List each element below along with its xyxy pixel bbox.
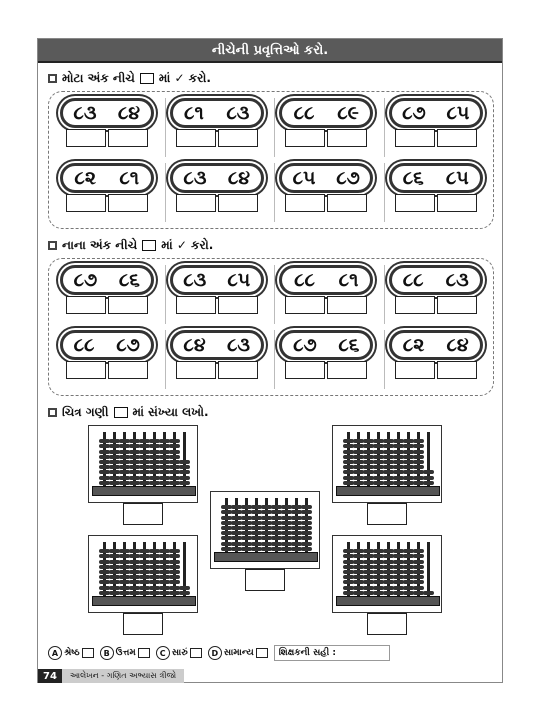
abacus-rod	[407, 432, 410, 490]
abacus-rod	[367, 432, 370, 490]
answer-box[interactable]	[108, 194, 148, 212]
number: ૮૪	[183, 334, 206, 356]
abacus-rod	[143, 432, 146, 490]
number: ૮૫	[446, 102, 470, 124]
abacus-rod	[173, 432, 176, 490]
number-cloud	[60, 98, 154, 128]
grade-label: સારું	[171, 648, 188, 658]
answer-box[interactable]	[285, 194, 325, 212]
abacus-rod	[133, 432, 136, 490]
abacus-rod	[245, 498, 248, 556]
count-answer-box[interactable]	[123, 613, 163, 635]
number-cloud	[279, 265, 373, 295]
number: ૮૪	[446, 334, 469, 356]
number-pair	[165, 265, 269, 324]
number: ૮૬	[402, 167, 424, 189]
abacus-rod	[417, 542, 420, 600]
count-answer-box[interactable]	[245, 569, 285, 591]
answer-box[interactable]	[395, 129, 435, 147]
grade-a	[48, 646, 94, 660]
number: ૮૭	[116, 334, 140, 356]
abacus-rod	[143, 542, 146, 600]
abacus-rod	[103, 542, 106, 600]
number: ૮૭	[73, 269, 98, 291]
abacus-rod	[123, 542, 126, 600]
number-cloud	[170, 265, 264, 295]
abacus-rod	[417, 432, 420, 490]
answer-box[interactable]	[108, 296, 148, 314]
number: ૮૮	[294, 269, 315, 291]
abacus-rod	[133, 542, 136, 600]
abacus-rod	[407, 542, 410, 600]
number: ૮૩	[183, 269, 207, 291]
abacus-rod	[103, 432, 106, 490]
count-answer-box[interactable]	[123, 503, 163, 525]
abacus-rod	[153, 542, 156, 600]
instruction-smaller	[48, 238, 213, 253]
number-pair	[165, 98, 269, 157]
abacus-rod	[347, 432, 350, 490]
number: ૮૮	[73, 334, 95, 356]
abacus-rod	[163, 542, 166, 600]
abacus-frame	[336, 486, 440, 496]
answer-box[interactable]	[327, 129, 367, 147]
number: ૮૧	[184, 102, 204, 124]
abacus-rod	[153, 432, 156, 490]
number-pair	[274, 98, 378, 157]
number-pair	[384, 98, 488, 157]
number: ૮૩	[73, 102, 97, 124]
bullet-icon	[48, 408, 57, 417]
number: ૮૩	[445, 269, 469, 291]
grade-b	[100, 646, 150, 660]
answer-box[interactable]	[66, 296, 106, 314]
answer-box[interactable]	[327, 194, 367, 212]
number-pair	[274, 163, 378, 222]
abacus-rod	[113, 542, 116, 600]
abacus-picture	[332, 425, 442, 503]
instruction-bigger	[48, 71, 211, 86]
number-cloud	[389, 163, 483, 193]
answer-box[interactable]	[108, 129, 148, 147]
number-cloud	[389, 330, 483, 360]
instruction-text: માં ✓ કરો.	[158, 71, 211, 85]
number: ૮૮	[293, 102, 315, 124]
number-pair	[55, 98, 159, 157]
answer-box[interactable]	[66, 129, 106, 147]
number: ૮૯	[337, 102, 359, 124]
number: ૮૬	[118, 269, 140, 291]
number: ૮૪	[227, 167, 251, 189]
answer-box[interactable]	[66, 361, 106, 379]
abacus-rod	[377, 542, 380, 600]
abacus-picture	[88, 535, 198, 613]
abacus-rod	[387, 542, 390, 600]
abacus-rod	[275, 498, 278, 556]
number-cloud	[170, 330, 264, 360]
abacus-rod	[357, 542, 360, 600]
grading-bar	[48, 645, 390, 661]
answer-box[interactable]	[395, 296, 435, 314]
abacus-rod	[173, 542, 176, 600]
instruction-text: માં સંખ્યા લખો.	[132, 405, 209, 419]
number: ૮૩	[226, 102, 250, 124]
answer-box[interactable]	[285, 296, 325, 314]
grade-checkbox[interactable]	[256, 648, 268, 658]
instruction-text: નાના અંક નીચે	[62, 238, 138, 252]
abacus-rod	[397, 542, 400, 600]
number: ૮૭	[402, 102, 426, 124]
number: ૮૪	[117, 102, 141, 124]
number: ૮૮	[402, 269, 424, 291]
number: ૮૬	[338, 334, 360, 356]
abacus-picture	[88, 425, 198, 503]
answer-box[interactable]	[218, 296, 258, 314]
answer-box[interactable]	[437, 129, 477, 147]
number: ૮૭	[293, 334, 317, 356]
answer-box[interactable]	[176, 194, 216, 212]
bullet-icon	[48, 241, 57, 250]
abacus-rod	[397, 432, 400, 490]
answer-box[interactable]	[108, 361, 148, 379]
abacus-picture	[210, 491, 320, 569]
compare-panel-bigger	[48, 91, 494, 229]
teacher-signature[interactable]: શિક્ષકની સહી :	[274, 645, 390, 661]
page-number: 74	[38, 669, 62, 683]
number-pair	[384, 330, 488, 389]
book-title: આલેખન - ગણિત અભ્યાસ ત્રીજો	[62, 669, 184, 683]
number-cloud	[60, 330, 154, 360]
answer-box[interactable]	[327, 361, 367, 379]
number: ૮૭	[336, 167, 360, 189]
answer-box[interactable]	[327, 296, 367, 314]
grade-checkbox[interactable]	[190, 648, 202, 658]
number-cloud	[389, 265, 483, 295]
page-footer	[38, 669, 184, 683]
grade-d	[208, 646, 268, 660]
abacus-rod	[235, 498, 238, 556]
number-pair	[55, 265, 159, 324]
number: ૮૫	[445, 167, 469, 189]
number-cloud	[279, 330, 373, 360]
number-cloud	[170, 98, 264, 128]
answer-box[interactable]	[66, 194, 106, 212]
instruction-text: માં ✓ કરો.	[161, 238, 214, 252]
number: ૮૩	[183, 167, 207, 189]
number-pair	[165, 330, 269, 389]
box-icon	[114, 407, 128, 418]
grade-checkbox[interactable]	[82, 648, 94, 658]
answer-box[interactable]	[437, 194, 477, 212]
number-pair	[384, 163, 488, 222]
answer-box[interactable]	[395, 194, 435, 212]
abacus-rod	[357, 432, 360, 490]
number-pair	[274, 330, 378, 389]
number-pair	[165, 163, 269, 222]
number: ૮૧	[119, 167, 140, 189]
grade-label: શ્રેષ્ઠ	[64, 648, 80, 658]
number-cloud	[60, 265, 154, 295]
answer-box[interactable]	[176, 296, 216, 314]
abacus-rod	[377, 432, 380, 490]
number-cloud	[279, 163, 373, 193]
smiley-icon: D	[208, 646, 222, 660]
answer-box[interactable]	[218, 194, 258, 212]
instruction-count	[48, 405, 209, 420]
box-icon	[142, 240, 156, 251]
answer-box[interactable]	[437, 361, 477, 379]
grade-label: સામાન્ય	[223, 648, 254, 658]
abacus-rod	[387, 432, 390, 490]
answer-box[interactable]	[218, 129, 258, 147]
count-answer-box[interactable]	[367, 503, 407, 525]
count-answer-box[interactable]	[367, 613, 407, 635]
abacus-rod	[427, 432, 430, 490]
number: ૮૫	[227, 269, 251, 291]
abacus-frame	[336, 596, 440, 606]
answer-box[interactable]	[176, 361, 216, 379]
number-cloud	[60, 163, 154, 193]
abacus-frame	[92, 596, 196, 606]
answer-box[interactable]	[285, 361, 325, 379]
worksheet-page	[37, 38, 503, 683]
abacus-rod	[265, 498, 268, 556]
number-pair	[55, 163, 159, 222]
number-pair	[384, 265, 488, 324]
abacus-frame	[92, 486, 196, 496]
grade-c	[156, 646, 202, 660]
smiley-icon: A	[48, 646, 62, 660]
compare-panel-smaller	[48, 258, 494, 396]
smiley-icon: B	[100, 646, 114, 660]
abacus-rod	[163, 432, 166, 490]
abacus-rod	[183, 542, 186, 600]
answer-box[interactable]	[176, 129, 216, 147]
abacus-rod	[305, 498, 308, 556]
number-cloud	[279, 98, 373, 128]
number-cloud	[170, 163, 264, 193]
abacus-rod	[285, 498, 288, 556]
abacus-rod	[123, 432, 126, 490]
number-pair	[274, 265, 378, 324]
abacus-rod	[183, 432, 186, 490]
instruction-text: ચિત્ર ગણી	[62, 405, 109, 419]
grade-label: ઉત્તમ	[115, 648, 136, 658]
abacus-picture	[332, 535, 442, 613]
number: ૮૧	[338, 269, 359, 291]
instruction-text: મોટા અંક નીચે	[62, 71, 135, 85]
number: ૮૫	[292, 167, 316, 189]
answer-box[interactable]	[395, 361, 435, 379]
number-cloud	[389, 98, 483, 128]
bullet-icon	[48, 74, 57, 83]
box-icon	[140, 73, 154, 84]
smiley-icon: C	[156, 646, 170, 660]
abacus-rod	[255, 498, 258, 556]
abacus-rod	[295, 498, 298, 556]
abacus-frame	[214, 552, 318, 562]
abacus-rod	[347, 542, 350, 600]
abacus-rod	[427, 542, 430, 600]
page-title: નીચેની પ્રવૃત્તિઓ કરો.	[38, 39, 502, 63]
answer-box[interactable]	[285, 129, 325, 147]
abacus-rod	[367, 542, 370, 600]
number: ૮૩	[226, 334, 251, 356]
answer-box[interactable]	[437, 296, 477, 314]
abacus-rod	[225, 498, 228, 556]
grade-checkbox[interactable]	[138, 648, 150, 658]
abacus-rod	[113, 432, 116, 490]
answer-box[interactable]	[218, 361, 258, 379]
number: ૮૨	[74, 167, 97, 189]
number-pair	[55, 330, 159, 389]
number: ૮૨	[402, 334, 425, 356]
